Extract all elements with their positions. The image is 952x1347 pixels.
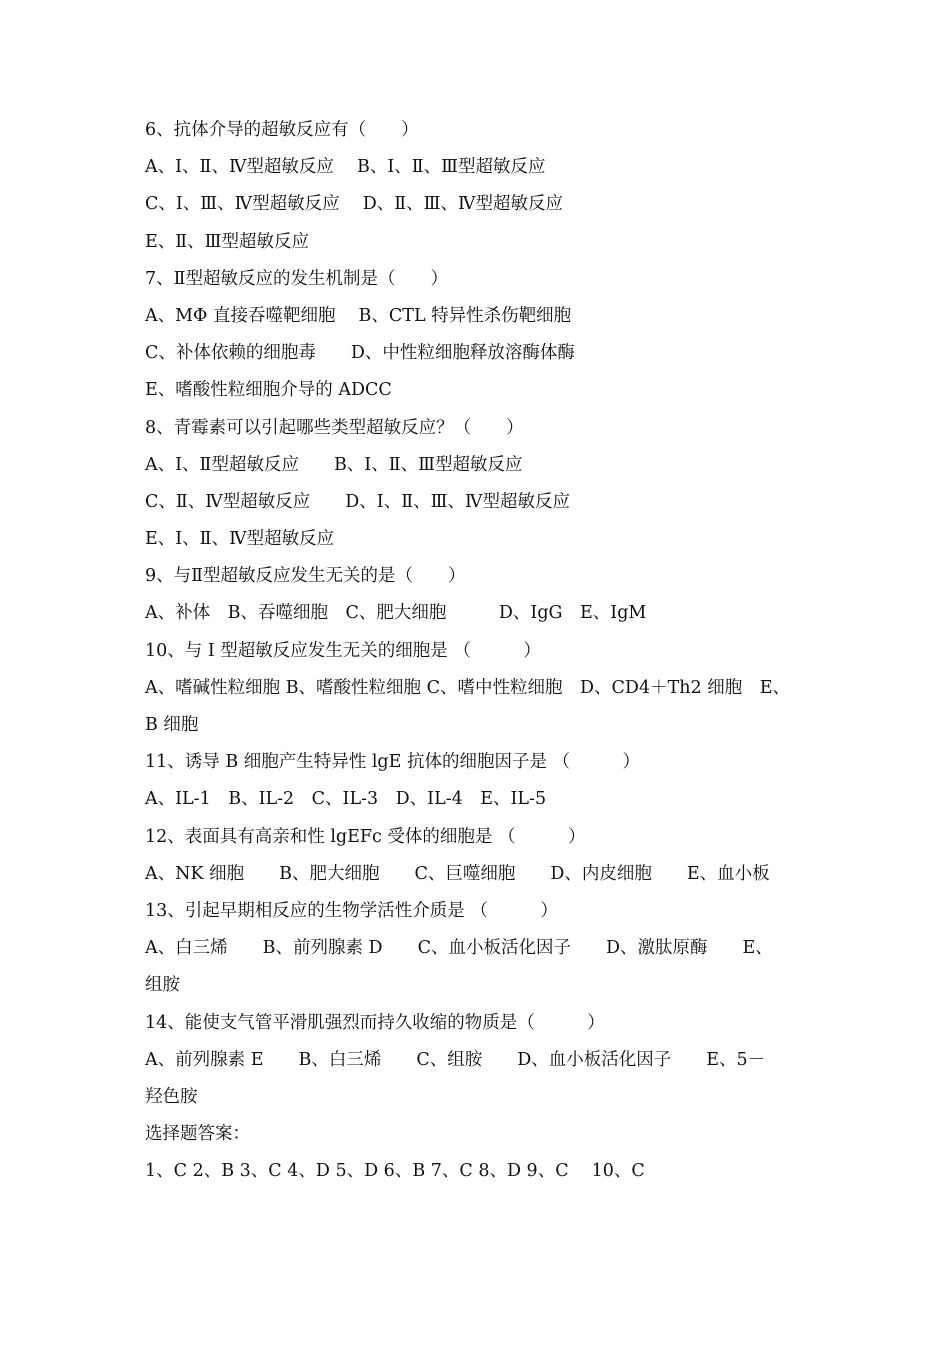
question-9-stem: 9、与Ⅱ型超敏反应发生无关的是（ ） — [145, 566, 466, 587]
question-13-stem: 13、引起早期相反应的生物学活性介质是 （ ） — [145, 900, 558, 921]
question-8-stem: 8、青霉素可以引起哪些类型超敏反应？（ ） — [145, 417, 524, 438]
question-14-stem: 14、能使支气管平滑肌强烈而持久收缩的物质是（ ） — [145, 1012, 605, 1033]
answers-list: 1、C 2、B 3、C 4、D 5、D 6、B 7、C 8、D 9、C 10、C — [145, 1161, 645, 1182]
question-13-options-cont: 组胺 — [145, 975, 180, 996]
document-body — [145, 112, 820, 1190]
question-10-options-cont: B 细胞 — [145, 715, 199, 735]
question-8-options-cd: C、Ⅱ、Ⅳ型超敏反应 D、Ⅰ、Ⅱ、Ⅲ、Ⅳ型超敏反应 — [145, 491, 570, 512]
question-12-stem: 12、表面具有高亲和性 lgEFc 受体的细胞是 （ ） — [145, 826, 586, 847]
question-14-options-cont: 羟色胺 — [145, 1086, 198, 1107]
question-12-options: A、NK 细胞 B、肥大细胞 C、巨噬细胞 D、内皮细胞 E、血小板 — [145, 863, 770, 884]
question-11-stem: 11、诱导 B 细胞产生特异性 lgE 抗体的细胞因子是 （ ） — [145, 752, 641, 773]
question-8-option-e: E、Ⅰ、Ⅱ、Ⅳ型超敏反应 — [145, 529, 335, 550]
question-10-options: A、嗜碱性粒细胞 B、嗜酸性粒细胞 C、嗜中性粒细胞 D、CD4＋Th2 细胞 E、 — [145, 677, 791, 698]
question-8-options-ab: A、Ⅰ、Ⅱ型超敏反应 B、Ⅰ、Ⅱ、Ⅲ型超敏反应 — [145, 454, 523, 475]
answers-heading: 选择题答案： — [145, 1124, 250, 1145]
question-6-stem: 6、抗体介导的超敏反应有（ ） — [145, 120, 419, 140]
question-7-options-cd: C、补体依赖的细胞毒 D、中性粒细胞释放溶酶体酶 — [145, 343, 575, 364]
question-9-options: A、补体 B、吞噬细胞 C、肥大细胞 D、IgG E、IgM — [145, 603, 647, 624]
question-6-options-cd: C、Ⅰ、Ⅲ、Ⅳ型超敏反应 D、Ⅱ、Ⅲ、Ⅳ型超敏反应 — [145, 194, 564, 215]
question-10-stem: 10、与 I 型超敏反应发生无关的细胞是 （ ） — [145, 640, 541, 661]
question-11-options: A、IL-1 B、IL-2 C、IL-3 D、IL-4 E、IL-5 — [145, 789, 547, 810]
question-7-option-e: E、嗜酸性粒细胞介导的 ADCC — [145, 380, 392, 401]
question-7-options-ab: A、MΦ 直接吞噬靶细胞 B、CTL 特异性杀伤靶细胞 — [145, 305, 572, 326]
question-6-options-ab: A、Ⅰ、Ⅱ、Ⅳ型超敏反应 B、Ⅰ、Ⅱ、Ⅲ型超敏反应 — [145, 157, 546, 178]
question-7-stem: 7、Ⅱ型超敏反应的发生机制是（ ） — [145, 268, 449, 289]
question-6-option-e: E、Ⅱ、Ⅲ型超敏反应 — [145, 231, 310, 252]
question-14-options: A、前列腺素 E B、白三烯 C、组胺 D、血小板活化因子 E、5－ — [145, 1049, 766, 1070]
question-13-options: A、白三烯 B、前列腺素 D C、血小板活化因子 D、激肽原酶 E、 — [145, 938, 773, 959]
